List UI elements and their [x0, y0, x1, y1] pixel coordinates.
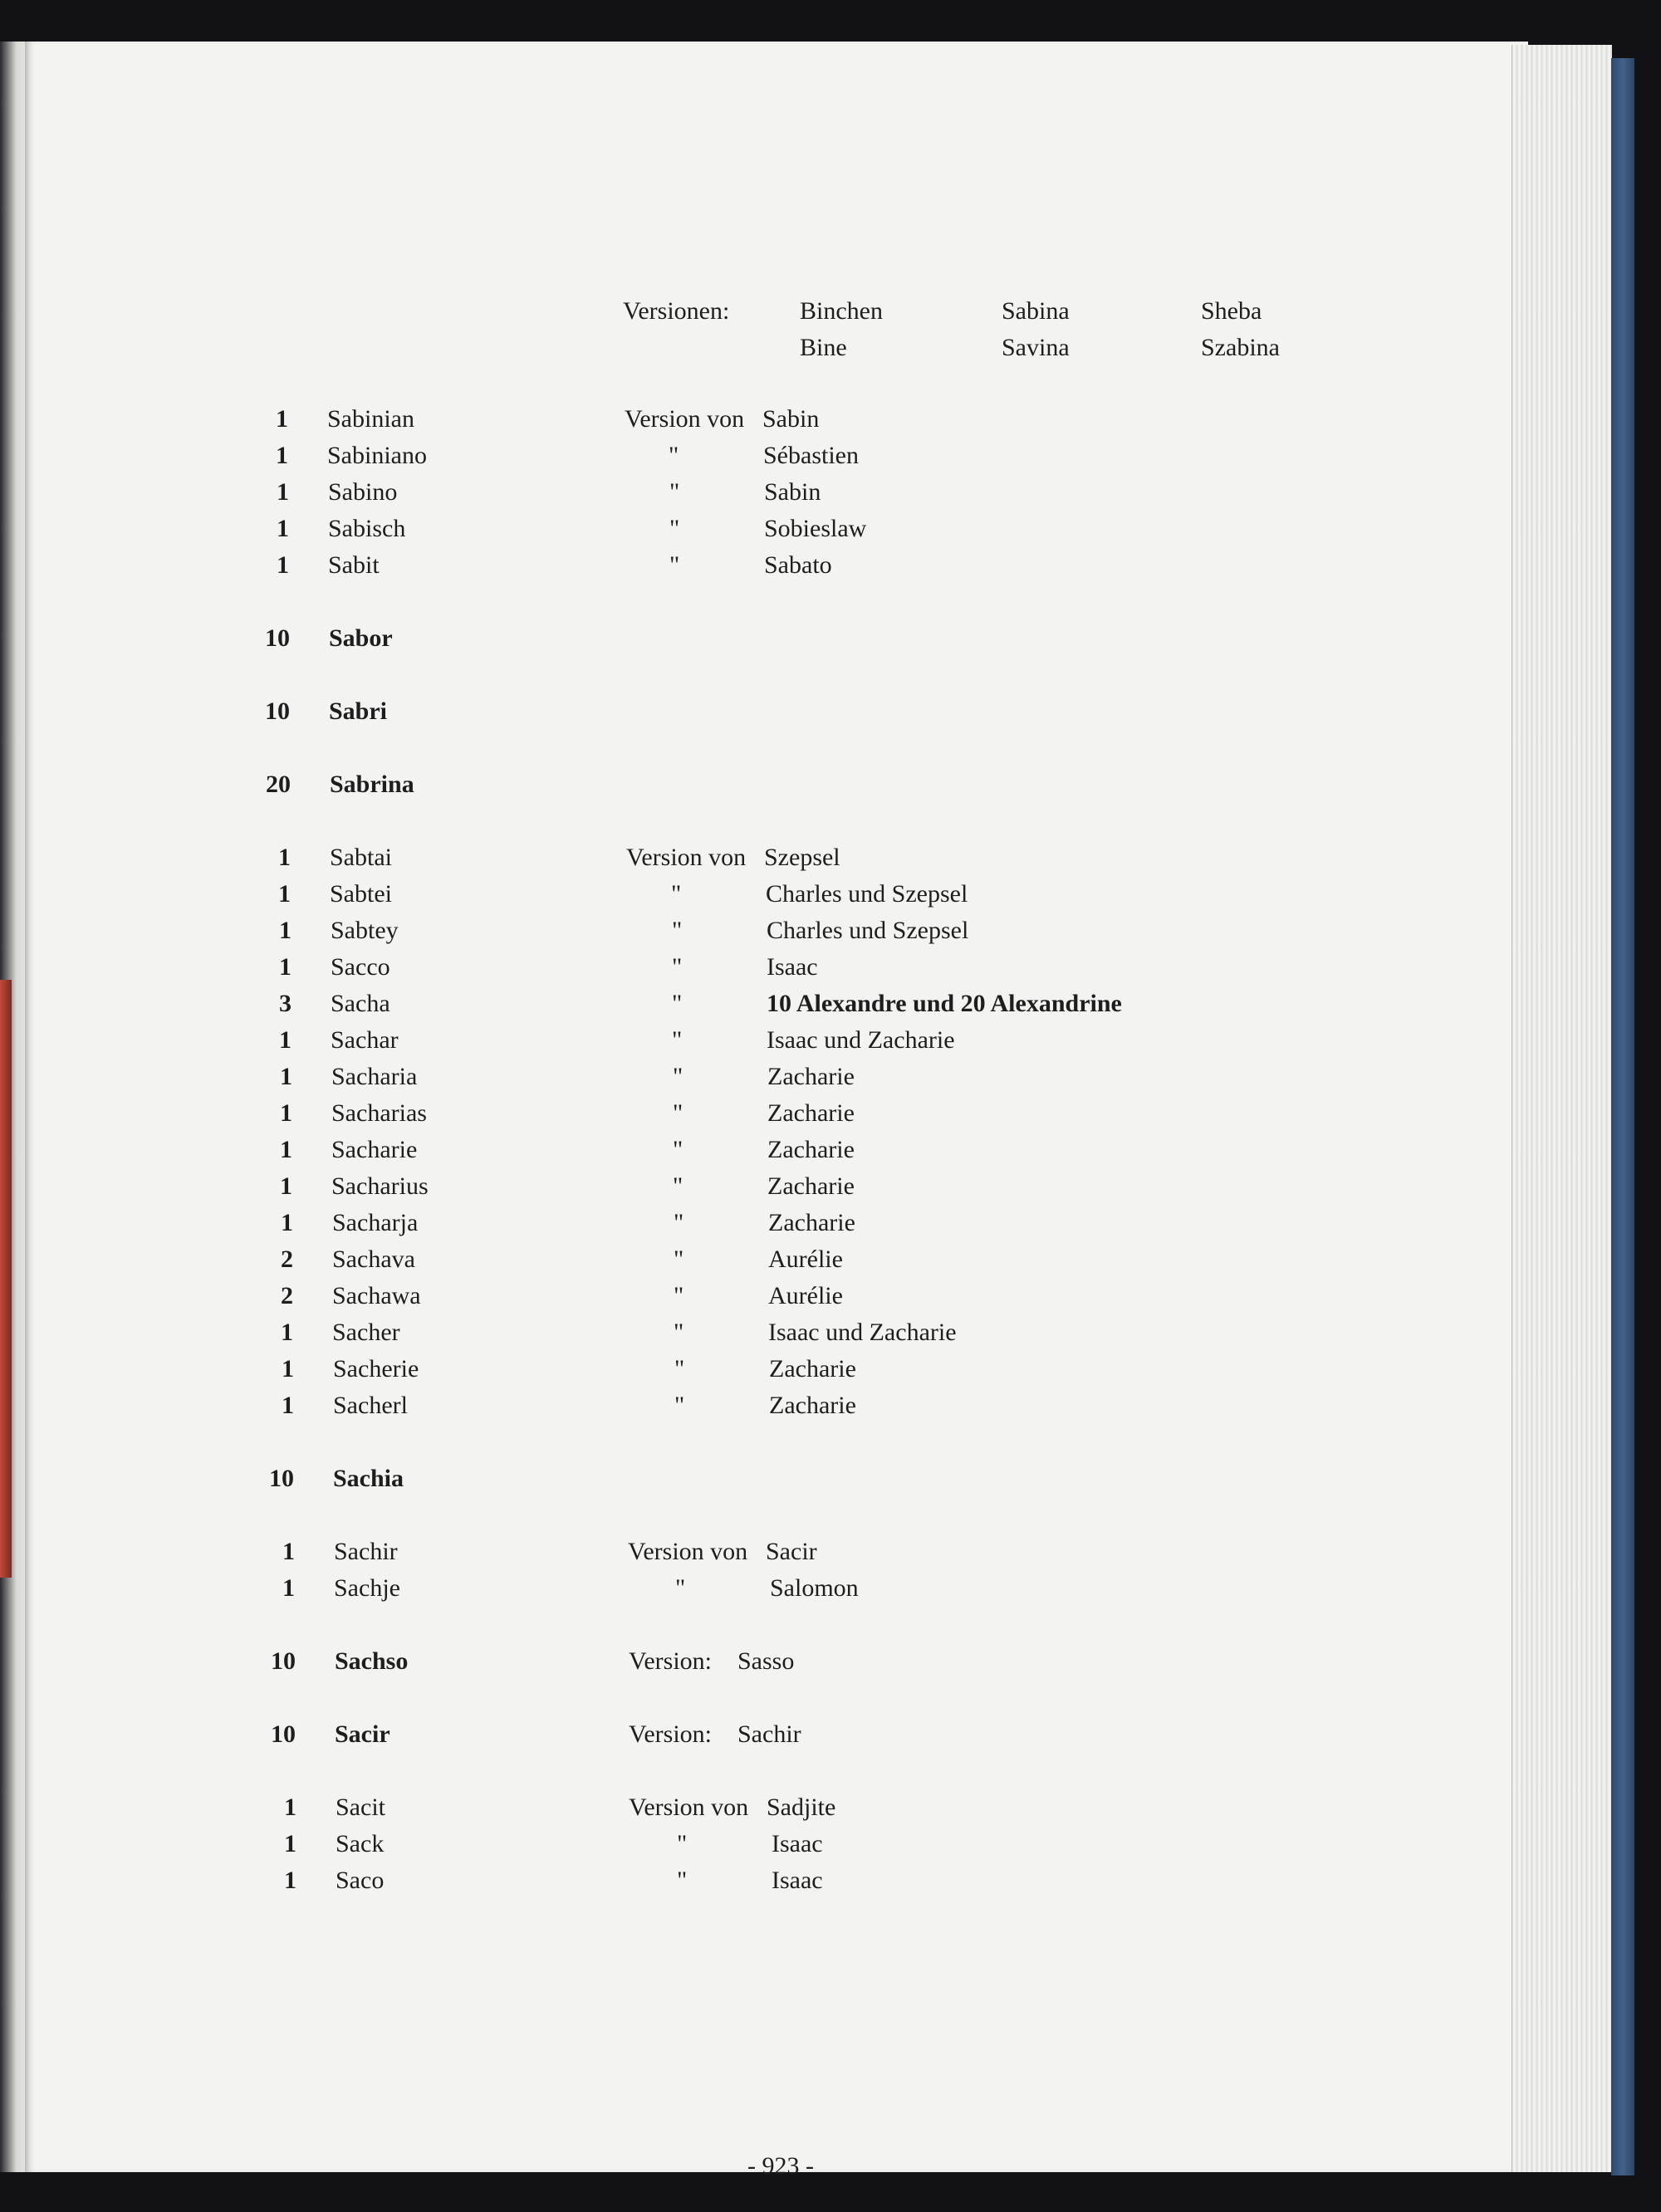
entry-version-marker: " [673, 1099, 684, 1127]
entry-version-marker: " [672, 917, 683, 944]
entry-count: 1 [282, 1538, 295, 1565]
version-name: Bine [800, 334, 847, 361]
entry-count: 1 [281, 1209, 293, 1236]
entry-name: Sachar [331, 1026, 399, 1054]
entry-version-marker: Version: [629, 1720, 712, 1748]
entry-version-marker: Version: [629, 1647, 712, 1675]
page-footer [0, 2152, 1661, 2189]
name-entry [0, 1794, 1661, 1830]
entry-name: Sabiniano [327, 442, 427, 469]
entry-reference: Sabato [764, 551, 832, 579]
entry-count: 1 [282, 1392, 294, 1419]
entry-name: Sabor [329, 624, 393, 652]
entry-count: 1 [280, 1136, 292, 1163]
entry-reference: Zacharie [767, 1099, 855, 1127]
entry-reference: Sadjite [767, 1794, 836, 1821]
entry-name: Sachir [334, 1538, 398, 1565]
entry-reference: Sasso [737, 1647, 795, 1675]
entry-count: 1 [279, 1026, 292, 1054]
version-name: Sheba [1201, 297, 1262, 325]
entry-version-marker: " [674, 1355, 685, 1382]
name-entry [0, 1830, 1661, 1867]
entry-reference: Aurélie [768, 1282, 843, 1309]
entry-version-marker: " [675, 1574, 686, 1602]
entry-name: Sachava [332, 1245, 415, 1273]
entry-name: Sabrina [330, 771, 414, 798]
entry-name: Sabino [328, 478, 398, 506]
entry-name: Sabri [329, 697, 388, 725]
name-entry [0, 1720, 1661, 1757]
entry-version-marker: " [674, 1282, 684, 1309]
entry-count: 1 [284, 1794, 296, 1821]
entry-version-marker: " [669, 551, 680, 579]
entry-version-marker: " [669, 515, 680, 542]
entry-count: 2 [281, 1245, 293, 1273]
entry-version-marker: Version von [626, 844, 747, 871]
name-entry [0, 1392, 1661, 1428]
entry-count: 1 [284, 1830, 296, 1857]
entry-name: Sacher [332, 1319, 400, 1346]
name-entry [0, 990, 1661, 1026]
entry-reference: Isaac [772, 1830, 823, 1857]
name-entry [0, 1282, 1661, 1319]
entry-reference: Sobieslaw [764, 515, 867, 542]
name-entry [0, 1538, 1661, 1574]
entry-version-marker: " [674, 1319, 684, 1346]
entry-reference: Sacir [766, 1538, 817, 1565]
entry-name: Sacherl [333, 1392, 408, 1419]
name-entry [0, 1574, 1661, 1611]
versions-label: Versionen: [623, 297, 730, 325]
entry-count: 20 [266, 771, 291, 798]
entry-count: 1 [284, 1867, 296, 1894]
name-entry [0, 1867, 1661, 1903]
entry-reference: Aurélie [768, 1245, 843, 1273]
entry-name: Sacherie [333, 1355, 419, 1382]
entry-version-marker: Version von [629, 1794, 749, 1821]
name-entry [0, 880, 1661, 917]
entry-count: 1 [278, 844, 291, 871]
name-entry [0, 1319, 1661, 1355]
name-entry [0, 1647, 1661, 1684]
entry-version-marker: " [674, 1245, 684, 1273]
entry-reference: Zacharie [767, 1172, 855, 1200]
entry-reference: Zacharie [768, 1209, 855, 1236]
entry-reference: Szepsel [764, 844, 840, 871]
entry-reference: Charles und Szepsel [767, 917, 969, 944]
entry-count: 1 [280, 1063, 292, 1090]
entry-reference: Isaac und Zacharie [767, 1026, 955, 1054]
entry-name: Sacit [336, 1794, 385, 1821]
name-entry [0, 1172, 1661, 1209]
entry-name: Sacha [331, 990, 390, 1017]
entry-reference: Isaac und Zacharie [768, 1319, 957, 1346]
version-name: Sabina [1002, 297, 1070, 325]
entry-reference: Charles und Szepsel [766, 880, 968, 908]
entry-version-marker: Version von [625, 405, 745, 433]
name-entry [0, 953, 1661, 990]
entry-name: Sacharius [331, 1172, 429, 1200]
entry-count: 10 [271, 1647, 296, 1675]
entry-version-marker: " [673, 1136, 684, 1163]
page-number: - 923 - [747, 2152, 814, 2180]
name-entry [0, 1355, 1661, 1392]
name-entry [0, 405, 1661, 442]
name-entry [0, 1245, 1661, 1282]
entry-name: Sabtai [330, 844, 392, 871]
entry-name: Sachawa [332, 1282, 421, 1309]
name-entry [0, 624, 1661, 661]
entry-version-marker: " [674, 1392, 685, 1419]
name-entry [0, 442, 1661, 478]
entry-reference: Zacharie [769, 1392, 856, 1419]
entry-count: 1 [280, 1099, 292, 1127]
entry-version-marker: " [674, 1209, 684, 1236]
entry-name: Sacharia [331, 1063, 418, 1090]
name-entry [0, 917, 1661, 953]
entry-count: 1 [278, 880, 291, 908]
entry-count: 1 [282, 1574, 295, 1602]
entry-version-marker: " [669, 442, 679, 469]
entry-version-marker: " [677, 1830, 688, 1857]
version-name: Szabina [1201, 334, 1280, 361]
entry-reference: Zacharie [769, 1355, 856, 1382]
name-entry [0, 551, 1661, 588]
entry-count: 10 [269, 1465, 294, 1492]
name-entry [0, 1465, 1661, 1501]
entry-count: 1 [282, 1355, 294, 1382]
entry-count: 10 [265, 624, 290, 652]
entry-count: 2 [281, 1282, 293, 1309]
name-entry [0, 478, 1661, 515]
entry-reference: Sachir [737, 1720, 801, 1748]
entry-name: Sacir [335, 1720, 390, 1748]
entry-name: Sachso [335, 1647, 409, 1675]
entry-reference: 10 Alexandre und 20 Alexandrine [767, 990, 1122, 1017]
entry-version-marker: " [669, 478, 680, 506]
name-entry [0, 844, 1661, 880]
entry-version-marker: " [673, 1172, 684, 1200]
entry-version-marker: Version von [628, 1538, 748, 1565]
entry-name: Sabisch [328, 515, 406, 542]
name-entry [0, 771, 1661, 807]
entry-reference: Zacharie [767, 1136, 855, 1163]
name-entry [0, 697, 1661, 734]
entry-name: Sacharias [331, 1099, 427, 1127]
version-name: Savina [1002, 334, 1070, 361]
entry-count: 10 [265, 697, 290, 725]
entry-version-marker: " [671, 880, 682, 908]
name-entry [0, 1099, 1661, 1136]
entry-name: Sack [336, 1830, 385, 1857]
name-entry [0, 515, 1661, 551]
entry-reference: Sabin [764, 478, 821, 506]
entry-count: 1 [277, 478, 289, 506]
entry-reference: Zacharie [767, 1063, 855, 1090]
name-entry [0, 1063, 1661, 1099]
entry-count: 1 [281, 1319, 293, 1346]
entry-name: Sabtey [331, 917, 399, 944]
entry-name: Sabtei [330, 880, 392, 908]
entry-reference: Salomon [770, 1574, 859, 1602]
name-entry [0, 1026, 1661, 1063]
entry-reference: Sébastien [763, 442, 859, 469]
entry-reference: Sabin [762, 405, 820, 433]
entry-version-marker: " [672, 990, 683, 1017]
entry-count: 1 [280, 1172, 292, 1200]
entry-count: 1 [277, 551, 289, 579]
entry-name: Sacharja [332, 1209, 419, 1236]
entry-count: 1 [277, 515, 289, 542]
entry-reference: Isaac [767, 953, 818, 981]
entry-count: 1 [279, 953, 292, 981]
entry-version-marker: " [672, 1026, 683, 1054]
version-name: Binchen [800, 297, 883, 325]
entry-count: 10 [271, 1720, 296, 1748]
name-entry [0, 1136, 1661, 1172]
entry-name: Sachje [334, 1574, 400, 1602]
entry-name: Sabinian [327, 405, 414, 433]
entry-name: Sachia [333, 1465, 404, 1492]
entry-name: Saco [336, 1867, 385, 1894]
entry-count: 1 [279, 917, 292, 944]
name-entry [0, 1209, 1661, 1245]
entry-name: Sacco [331, 953, 390, 981]
entry-count: 1 [276, 405, 288, 433]
entry-name: Sacharie [331, 1136, 418, 1163]
entry-reference: Isaac [772, 1867, 823, 1894]
entry-count: 3 [279, 990, 292, 1017]
entry-version-marker: " [672, 953, 683, 981]
entry-version-marker: " [673, 1063, 684, 1090]
entry-version-marker: " [677, 1867, 688, 1894]
entry-name: Sabit [328, 551, 380, 579]
entry-count: 1 [276, 442, 288, 469]
